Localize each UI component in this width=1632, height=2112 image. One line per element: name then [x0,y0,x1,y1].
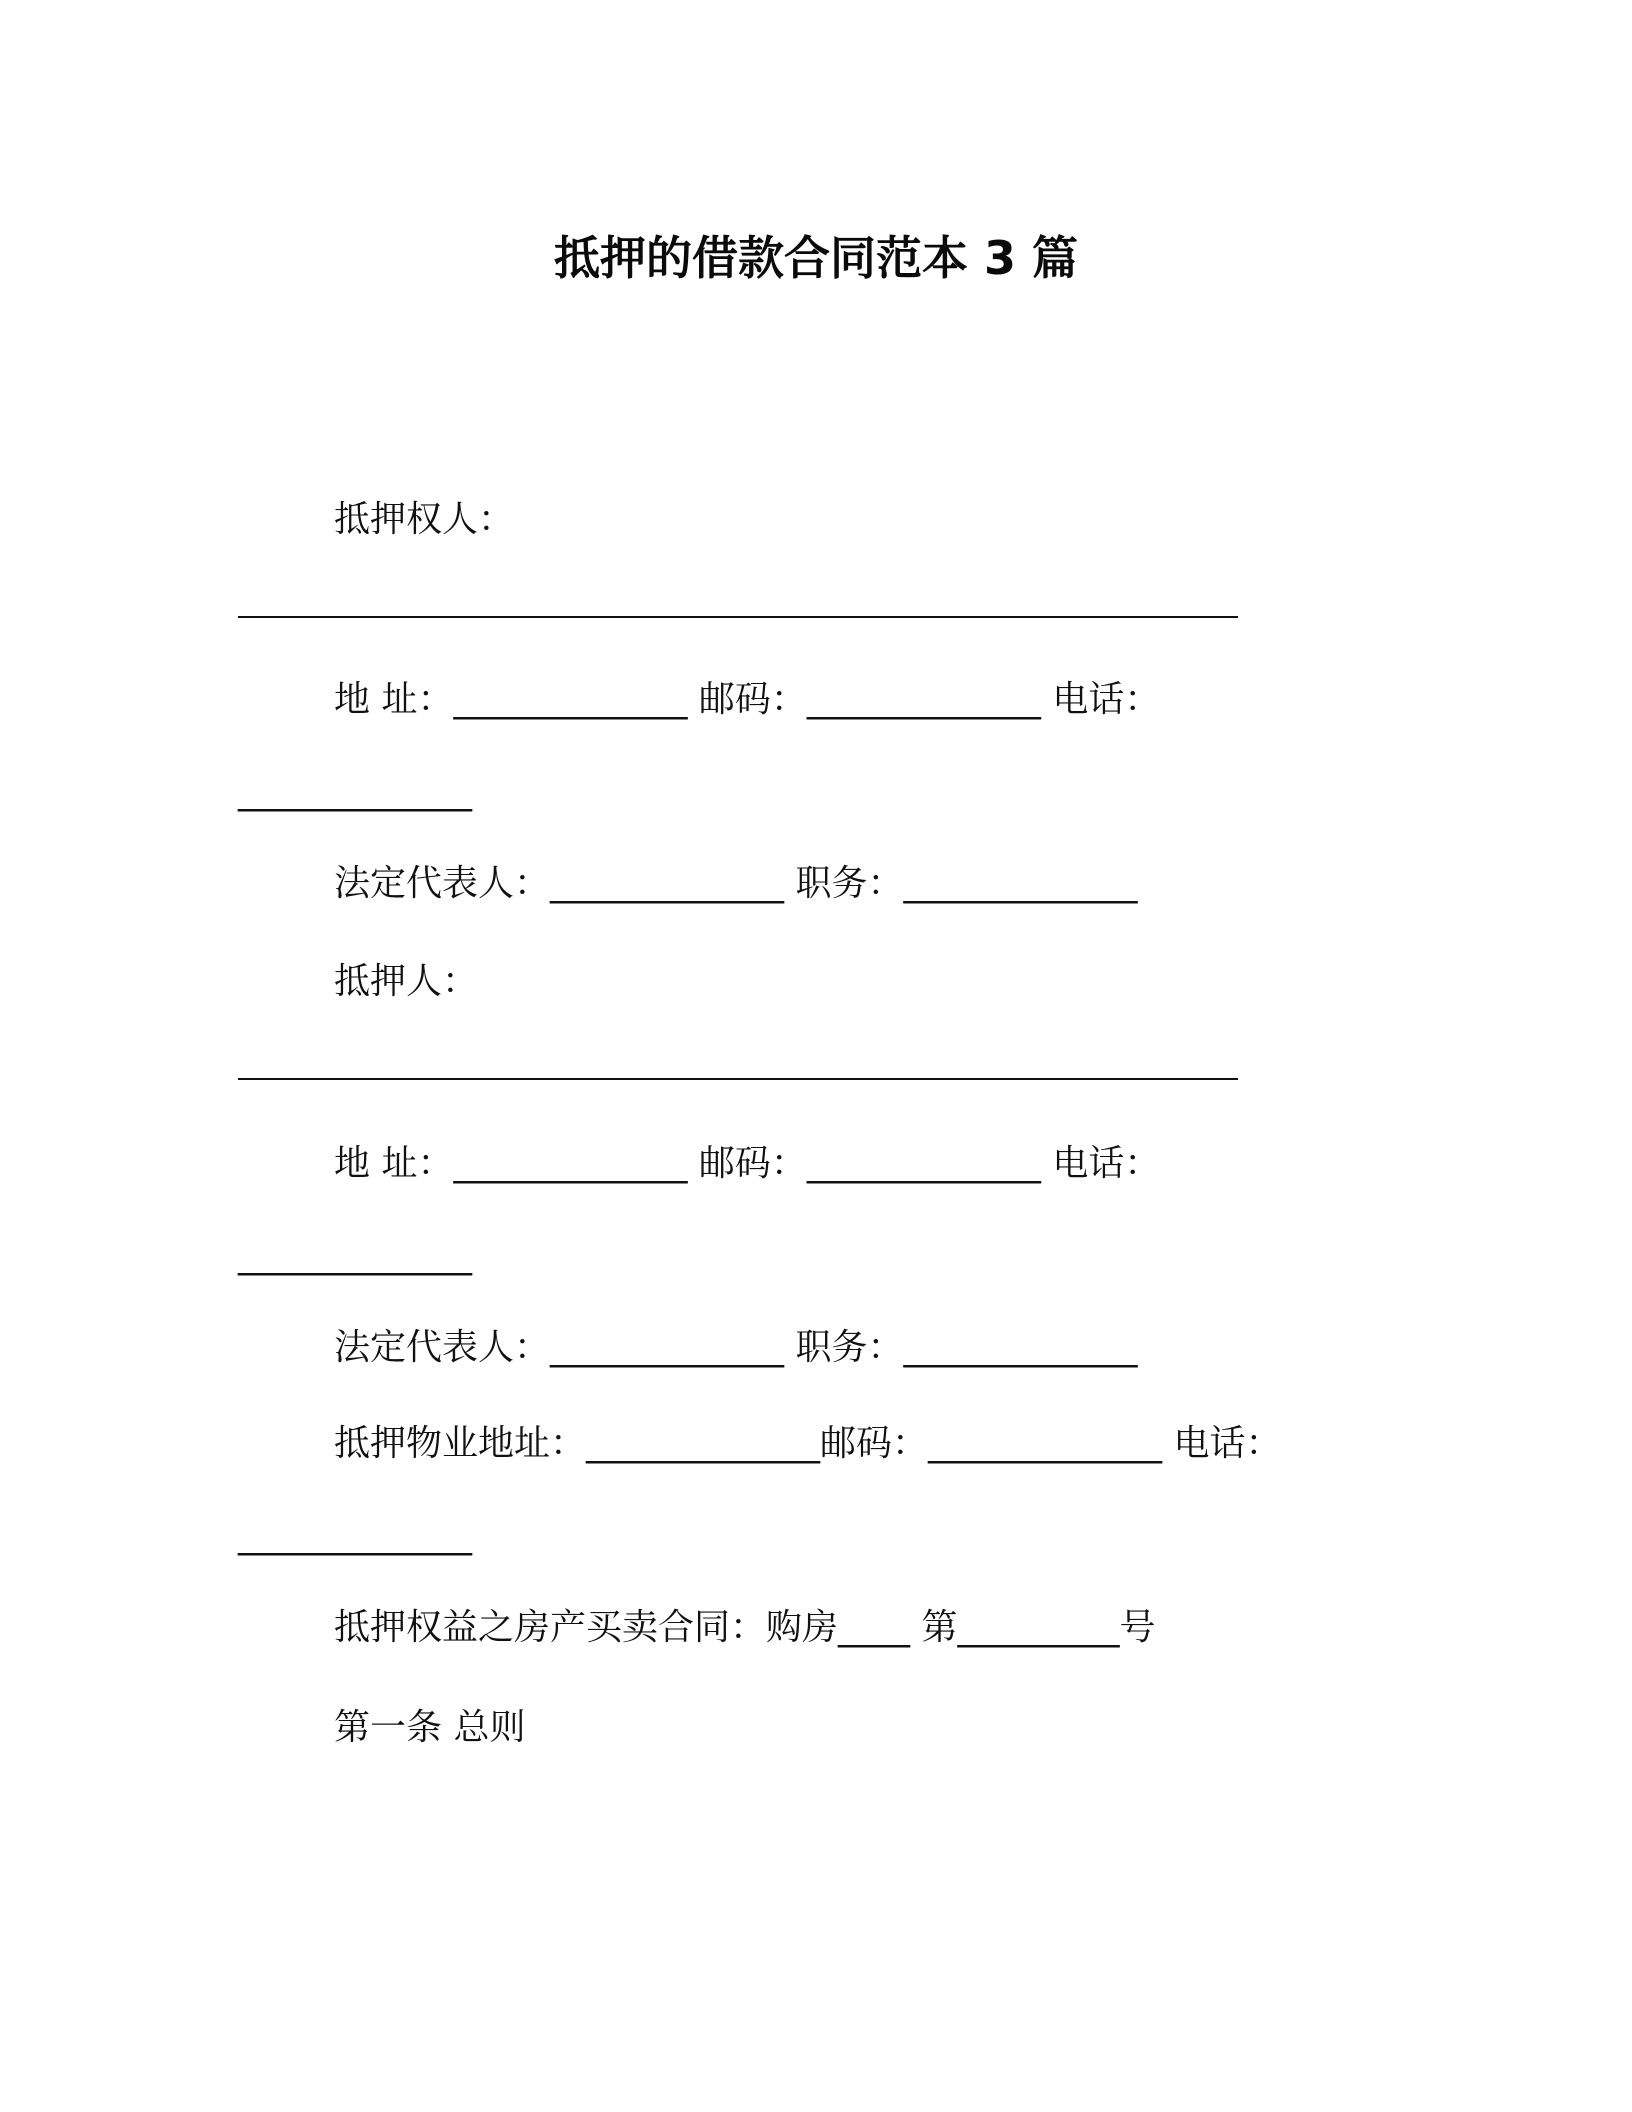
mortgagee-phone-blank: _____________ [238,771,472,812]
mortgagee-representative-line: 法定代表人：_____________ 职务：_____________ [334,863,1138,904]
mortgagor-blank-line [238,1078,1238,1080]
mortgagee-blank-line [238,616,1238,618]
article-one-heading: 第一条 总则 [334,1707,526,1748]
mortgagee-address-line: 地 址：_____________ 邮码：_____________ 电话： [334,679,1161,720]
document-title: 抵押的借款合同范本 3 篇 [553,231,1079,285]
property-phone-blank: _____________ [238,1515,472,1556]
property-address-line: 抵押物业地址：_____________邮码：_____________ 电话： [334,1423,1282,1464]
purchase-contract-line: 抵押权益之房产买卖合同：购房____ 第_________号 [334,1607,1156,1648]
mortgagee-label: 抵押权人： [334,499,515,540]
mortgagor-address-line: 地 址：_____________ 邮码：_____________ 电话： [334,1143,1161,1184]
mortgagor-label: 抵押人： [334,961,479,1002]
mortgagor-representative-line: 法定代表人：_____________ 职务：_____________ [334,1327,1138,1368]
mortgagor-phone-blank: _____________ [238,1235,472,1276]
